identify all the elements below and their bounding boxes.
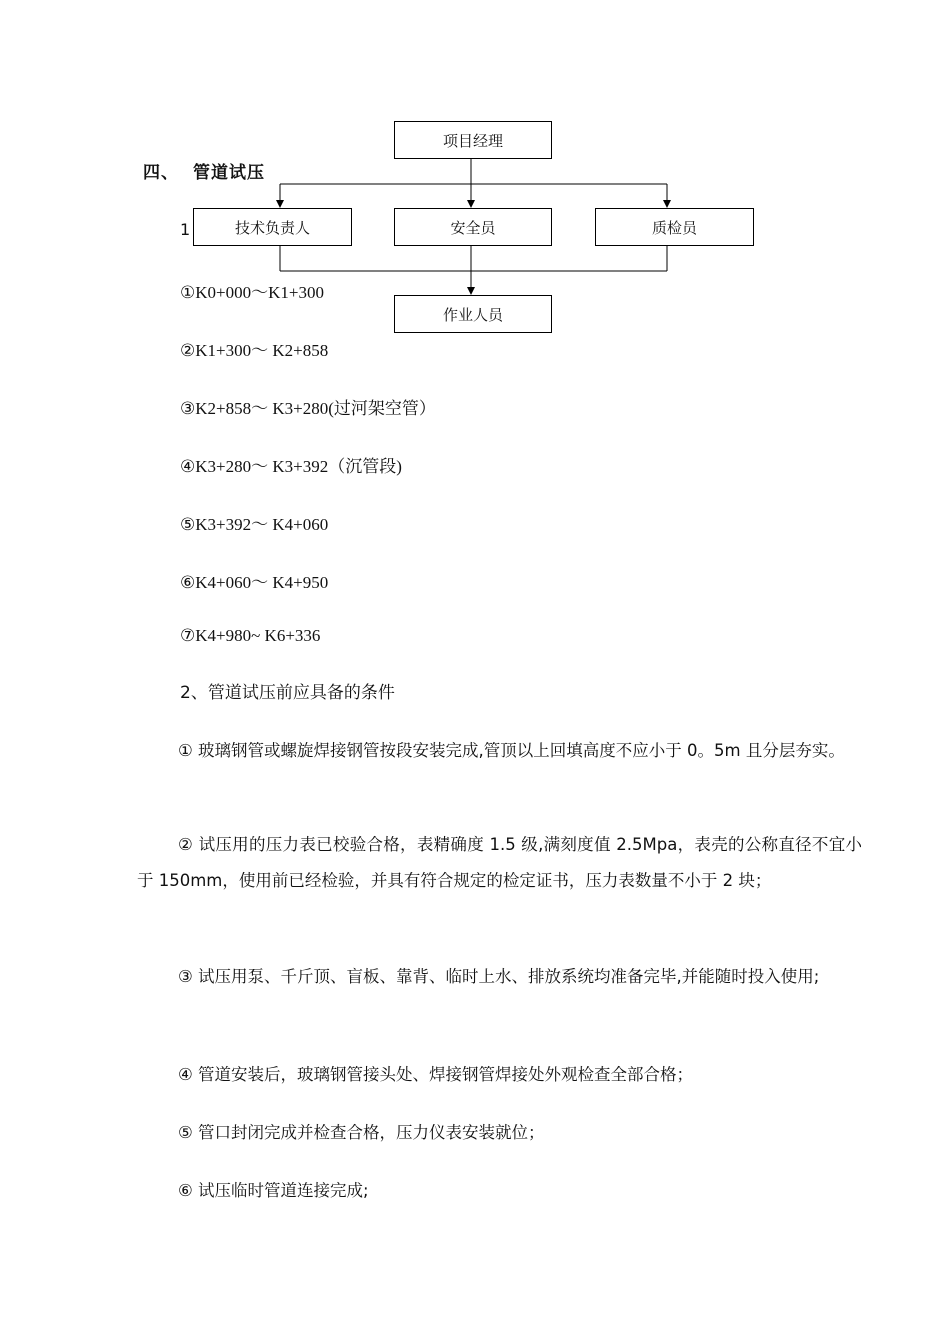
org-box-workers: 作业人员: [394, 295, 552, 333]
segment-item: ②K1+300～ K2+858: [180, 341, 329, 360]
segment-item: ⑦K4+980~ K6+336: [180, 626, 321, 645]
org-box-safety-officer: 安全员: [394, 208, 552, 246]
condition-item: ① 玻璃钢管或螺旋焊接钢管按段安装完成,管顶以上回填高度不应小于 0。5m 且分层夯实。: [178, 741, 845, 760]
org-box-project-manager: 项目经理: [394, 121, 552, 159]
segment-item: ⑤K3+392～ K4+060: [180, 515, 329, 534]
org-box-quality-inspector: 质检员: [595, 208, 754, 246]
org-box-technical-lead: 技术负责人: [193, 208, 352, 246]
condition-item: ⑥ 试压临时管道连接完成;: [178, 1181, 369, 1200]
condition-item: ② 试压用的压力表已校验合格，表精确度 1.5 级,满刻度值 2.5Mpa，表壳的公称直径不宜小于 150mm，使用前已经检验，并具有符合规定的检定证书，压力表数量不小于 2 块；: [137, 835, 862, 890]
condition-item: ④ 管道安装后，玻璃钢管接头处、焊接钢管焊接处外观检查全部合格；: [178, 1065, 694, 1084]
segment-item: ①K0+000～K1+300: [180, 283, 324, 302]
sub-heading-2: 2、管道试压前应具备的条件: [180, 683, 395, 703]
section-number: 四、: [143, 163, 179, 183]
section-title: 管道试压: [193, 163, 265, 183]
segment-item: ⑥K4+060～ K4+950: [180, 573, 329, 592]
condition-item: ③ 试压用泵、千斤顶、盲板、靠背、临时上水、排放系统均准备完毕,并能随时投入使用;: [178, 967, 820, 986]
sub-heading-1: 1: [180, 220, 191, 239]
segment-item: ④K3+280～ K3+392（沉管段): [180, 457, 402, 476]
condition-item: ⑤ 管口封闭完成并检查合格，压力仪表安装就位；: [178, 1123, 545, 1142]
segment-item: ③K2+858～ K3+280(过河架空管）: [180, 399, 436, 418]
